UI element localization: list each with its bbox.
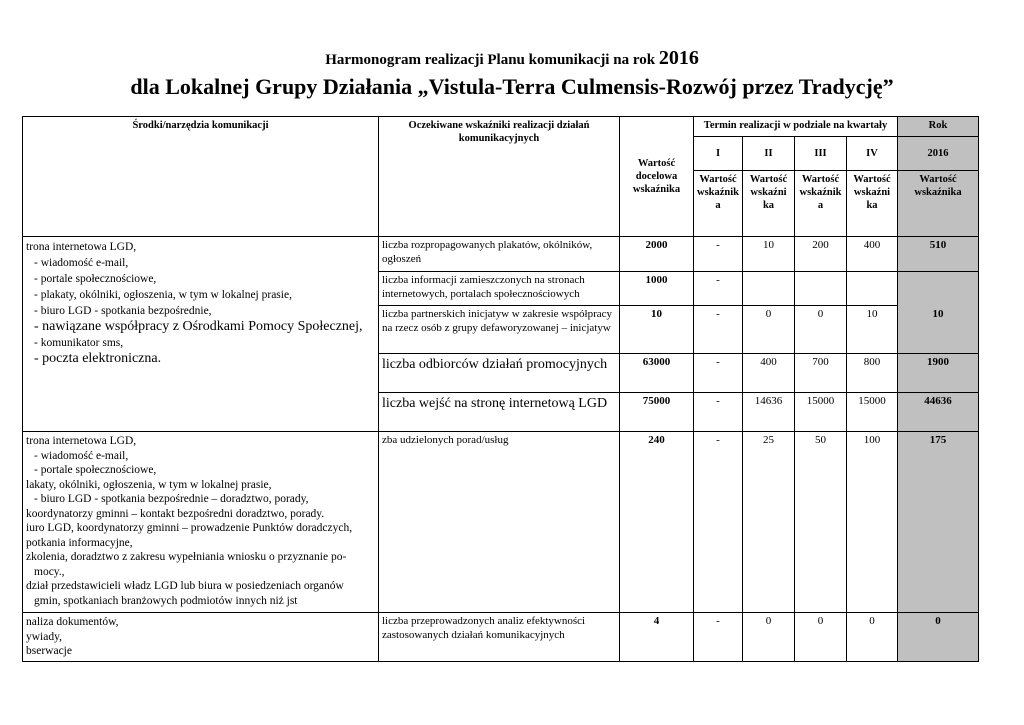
q1-cell: - [694,393,743,432]
tool-item: - poczta elektroniczna. [34,351,162,366]
q2-cell: 0 [743,613,795,662]
header-q4: IV [847,137,898,171]
table-row [23,237,979,272]
target-cell: 1000 [620,272,694,306]
q4-cell: 800 [847,354,898,393]
schedule-table [22,116,979,662]
document-subtitle: dla Lokalnej Grupy Działania „Vistula-Terra Culmensis-Rozwój przez Tradycję” [130,74,894,99]
q4-cell: 15000 [847,393,898,432]
tool-item: potkania informacyjne, [26,536,133,549]
year-cell: 1900 [898,354,979,393]
q1-cell: - [694,272,743,306]
q4-cell: 100 [847,432,898,613]
year-cell: 0 [898,613,979,662]
year-cell: 175 [898,432,979,613]
header-value-q1: Wartość wskaźnik a [694,171,743,237]
indicator-cell: liczba odbiorców działań promocyjnych [379,354,620,393]
tool-item: bserwacje [26,645,72,657]
header-schedule: Termin realizacji w podziale na kwartały [694,117,898,137]
q3-cell [795,272,847,306]
q3-cell: 700 [795,354,847,393]
document-title [0,47,1024,70]
tool-item: - biuro LGD - spotkania bezpośrednie, [34,305,212,317]
year-cell [898,272,979,306]
header-value-q2: Wartość wskaźni ka [743,171,795,237]
header-tools: Środki/narzędzia komunikacji [23,117,379,237]
table-row [23,613,979,662]
group1-tools-cell [23,237,379,432]
tool-item: - portale społecznościowe, [34,464,157,476]
tool-item: ywiady, [26,630,62,643]
tool-item: mocy., [34,565,65,578]
title-year: 2016 [658,47,699,69]
q2-cell: 25 [743,432,795,613]
tool-item: - komunikator sms, [34,337,124,349]
group2-tools-cell [23,432,379,613]
header-value-q3: Wartość wskaźnik a [795,171,847,237]
target-cell: 75000 [620,393,694,432]
q3-cell: 0 [795,306,847,354]
tool-item: gmin, spotkaniach branżowych podmiotów innych niż jst [34,594,298,607]
header-q2: II [743,137,795,171]
header-target: Wartość docelowa wskaźnika [620,117,694,237]
header-q3: III [795,137,847,171]
group3-tools-cell [23,613,379,662]
year-cell: 10 [898,306,979,354]
q1-cell: - [694,432,743,613]
target-cell: 4 [620,613,694,662]
q4-cell: 0 [847,613,898,662]
q3-cell: 0 [795,613,847,662]
year-cell: 510 [898,237,979,272]
q4-cell [847,272,898,306]
target-cell: 10 [620,306,694,354]
tool-item: - wiadomość e-mail, [34,257,129,269]
header-year-value: 2016 [898,137,979,171]
q1-cell: - [694,306,743,354]
tool-item: - nawiązane współpracy z Ośrodkami Pomocy Społecznej, [34,319,363,334]
q1-cell: - [694,613,743,662]
indicator-cell: zba udzielonych porad/usług [379,432,620,613]
tool-item: iuro LGD, koordynatorzy gminni – prowadzenie Punktów doradczych, [26,522,353,534]
indicator-cell: liczba rozpropagowanych plakatów, okólników, ogłoszeń [379,237,620,272]
q2-cell: 10 [743,237,795,272]
target-cell: 240 [620,432,694,613]
tool-item: koordynatorzy gminni – kontakt bezpośredni doradztwo, porady. [26,507,325,520]
q1-cell: - [694,354,743,393]
indicator-cell: liczba informacji zamieszczonych na stronach internetowych, portalach społecznościowych [379,272,620,306]
tool-item: - portale społecznościowe, [34,273,157,285]
q3-cell: 50 [795,432,847,613]
q2-cell: 0 [743,306,795,354]
indicator-cell: liczba wejść na stronę internetową LGD [379,393,620,432]
indicator-cell: liczba przeprowadzonych analiz efektywności zastosowanych działań komunikacyjnych [379,613,620,662]
q4-cell: 10 [847,306,898,354]
tool-item: dział przedstawicieli władz LGD lub biura w posiedzeniach organów [26,580,344,592]
tool-item: lakaty, okólniki, ogłoszenia, w tym w lokalnej prasie, [26,478,272,491]
header-q1: I [694,137,743,171]
year-cell: 44636 [898,393,979,432]
q2-cell: 14636 [743,393,795,432]
tool-item: trona internetowa LGD, [26,241,137,253]
q2-cell: 400 [743,354,795,393]
title-line1: Harmonogram realizacji Planu komunikacji na rok [325,52,656,68]
tool-item: trona internetowa LGD, [26,435,137,447]
header-value-q4: Wartość wskaźni ka [847,171,898,237]
q3-cell: 200 [795,237,847,272]
q1-cell: - [694,237,743,272]
q4-cell: 400 [847,237,898,272]
header-value-year: Wartość wskaźnika [898,171,979,237]
table-row [23,432,979,613]
q3-cell: 15000 [795,393,847,432]
tool-item: - biuro LGD - spotkania bezpośrednie – doradztwo, porady, [34,493,309,505]
tool-item: - wiadomość e-mail, [34,449,129,462]
header-year: Rok [898,117,979,137]
q2-cell [743,272,795,306]
target-cell: 63000 [620,354,694,393]
tool-item: naliza dokumentów, [26,616,119,628]
header-indicators: Oczekiwane wskaźniki realizacji działań komunikacyjnych [379,117,620,237]
indicator-cell: liczba partnerskich inicjatyw w zakresie współpracy na rzecz osób z grupy defaworyzowanej – inicjatyw [379,306,620,354]
tool-item: - plakaty, okólniki, ogłoszenia, w tym w lokalnej prasie, [34,289,292,301]
tool-item: zkolenia, doradztwo z zakresu wypełniania wniosku o przyznanie po- [26,551,347,563]
target-cell: 2000 [620,237,694,272]
